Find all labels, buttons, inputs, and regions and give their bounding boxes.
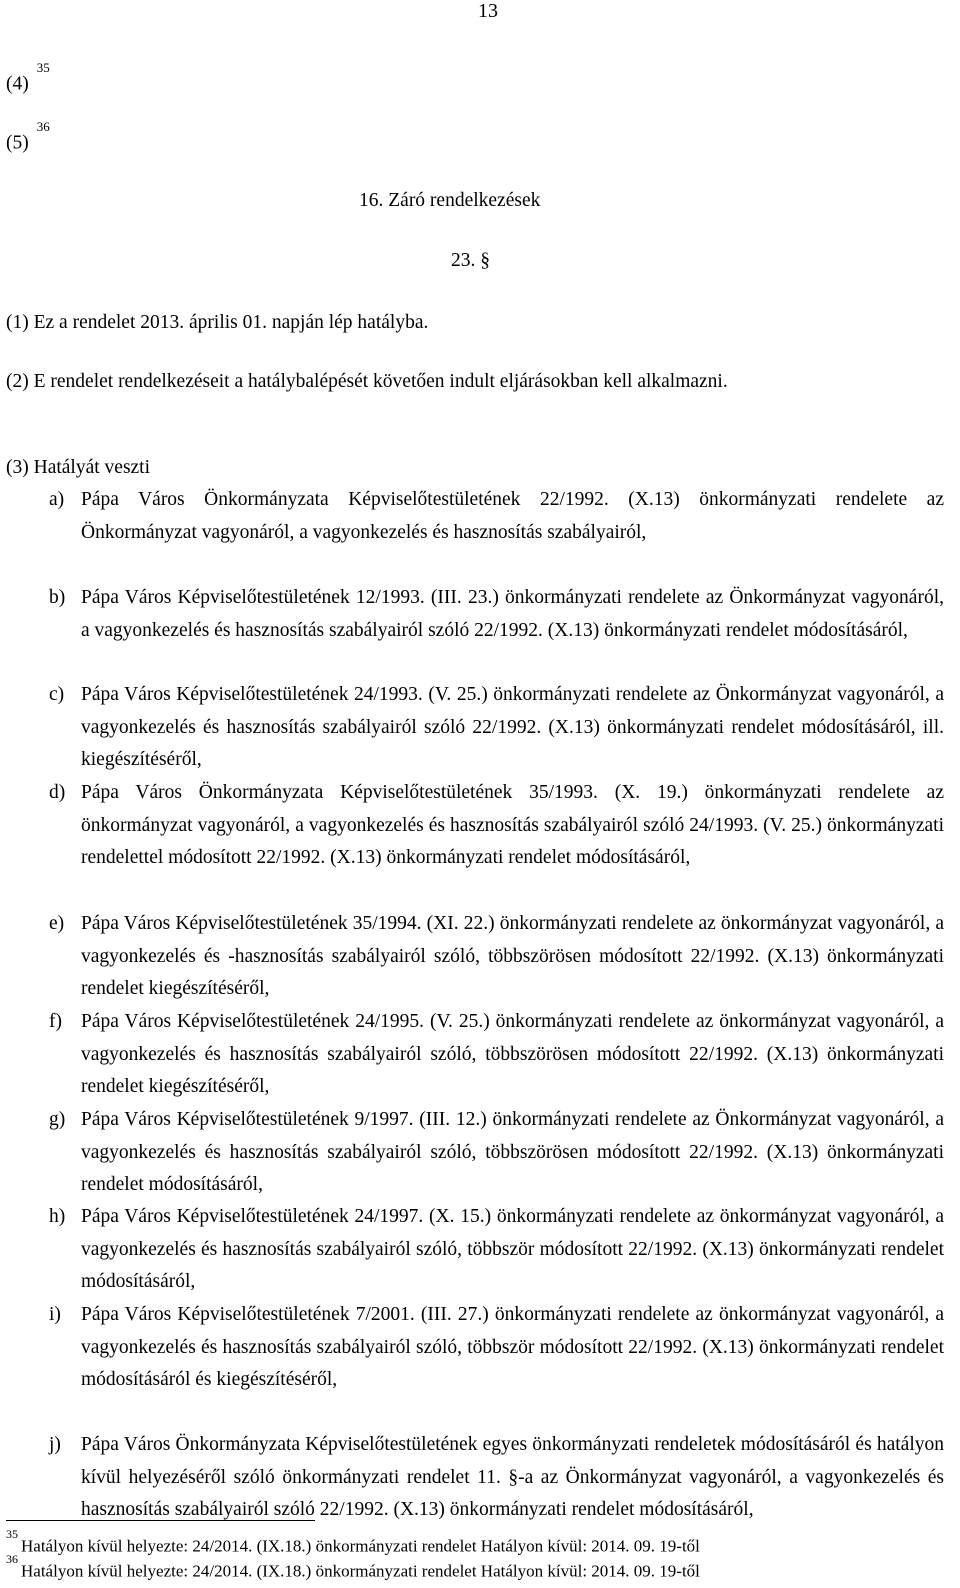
footnote-36 [6, 1552, 700, 1582]
list-item-e [49, 908, 944, 1006]
list-item-d [49, 777, 944, 875]
list-item-h [49, 1201, 944, 1299]
item-text: Pápa Város Képviselőtestületének 35/1994. (XI. 22.) önkormányzati rendelete az önkormányzat vagyonáról, a vagyonkezelés és -hasznosítás szabályairól szóló, többszörösen módosított 22/1992. (X.13) önkormányzati rendelet kiegészítéséről, [81, 913, 944, 1000]
item-label: c) [49, 684, 65, 705]
footnote-text: Hatályon kívül helyezte: 24/2014. (IX.18.) önkormányzati rendelet Hatályon kívül: 2014. 09. 19-től [21, 1561, 700, 1581]
paragraph-3: (3) Hatályát veszti [6, 457, 151, 478]
item-label: a) [49, 489, 65, 510]
chapter-title: 16. Záró rendelkezések [359, 190, 541, 211]
item-label: g) [49, 1109, 66, 1130]
list-item-i [49, 1299, 944, 1397]
item-label: d) [49, 782, 66, 803]
item-text: Pápa Város Képviselőtestületének 7/2001. (III. 27.) önkormányzati rendelete az önkormányzat vagyonáról, a vagyonkezelés és hasznosítás szabályairól szóló, többször módosított 22/1992. (X.13) önkormányzati rendelet módosításáról és kiegészítéséről, [81, 1304, 944, 1391]
section-number: 23. § [451, 250, 490, 271]
footnote-text: Hatályon kívül helyezte: 24/2014. (IX.18.) önkormányzati rendelet Hatályon kívül: 2014. 09. 19-től [21, 1536, 700, 1556]
page-number: 13 [478, 0, 498, 22]
list-item-b [49, 582, 944, 647]
list-item-c [49, 679, 944, 777]
list-item-g [49, 1104, 944, 1202]
item-label: h) [49, 1206, 66, 1227]
item-label: e) [49, 913, 65, 934]
item-label: b) [49, 587, 66, 608]
list-item-j [49, 1429, 944, 1527]
item-text: Pápa Város Képviselőtestületének 12/1993. (III. 23.) önkormányzati rendelete az Önkormányzat vagyonáról, a vagyonkezelés és hasznosítás szabályairól szóló 22/1992. (X.13) önkormányzati rendelet módosításáról, [81, 587, 944, 641]
item-text: Pápa Város Önkormányzata Képviselőtestületének 35/1993. (X. 19.) önkormányzati rendelete az önkormányzat vagyonáról, a vagyonkezelés és hasznosítás szabályairól szóló 24/1993. (V. 25.) önkormányzati rendelettel módosított 22/1992. (X.13) önkormányzati rendelet módosításáról, [81, 782, 944, 869]
footnote-number: 36 [6, 1552, 18, 1566]
item-text: Pápa Város Képviselőtestületének 24/1997. (X. 15.) önkormányzati rendelete az önkormányzat vagyonáról, a vagyonkezelés és hasznosítás szabályairól szóló, többször módosított 22/1992. (X.13) önkormányzati rendelet módosításáról, [81, 1206, 944, 1293]
paragraph-2: (2) E rendelet rendelkezéseit a hatálybalépését követően indult eljárásokban kell alkalmazni. [6, 371, 728, 392]
item-label: j) [49, 1434, 61, 1455]
item-text: Pápa Város Önkormányzata Képviselőtestületének 22/1992. (X.13) önkormányzati rendelete az Önkormányzat vagyonáról, a vagyonkezelés és hasznosítás szabályairól, [81, 489, 944, 543]
footnote-separator [6, 1520, 315, 1521]
paragraph-number: (5) [6, 132, 29, 154]
item-text: Pápa Város Képviselőtestületének 24/1995. (V. 25.) önkormányzati rendelete az önkormányzat vagyonáról, a vagyonkezelés és hasznosítás szabályairól szóló, többszörösen módosított 22/1992. (X.13) önkormányzati rendelet kiegészítéséről, [81, 1011, 944, 1098]
footnote-number: 35 [6, 1527, 18, 1541]
item-text: Pápa Város Önkormányzata Képviselőtestületének egyes önkormányzati rendeletek módosításáról és hatályon kívül helyezéséről szóló önkormányzati rendelet 11. §-a az Önkormányzat vagyonáról, a vagyonkezelés és hasznosítás szabályairól szóló 22/1992. (X.13) önkormányzati rendelet módosításáról, [81, 1434, 944, 1521]
paragraph-number: (4) [6, 73, 29, 95]
paragraph-1: (1) Ez a rendelet 2013. április 01. napján lép hatályba. [6, 312, 429, 333]
paragraph-5-repealed [6, 119, 50, 155]
item-label: i) [49, 1304, 61, 1325]
list-item-a [49, 484, 944, 549]
item-text: Pápa Város Képviselőtestületének 9/1997. (III. 12.) önkormányzati rendelete az Önkormányzat vagyonáról, a vagyonkezelés és hasznosítás szabályairól szóló, többszörösen módosított 22/1992. (X.13) önkormányzati rendelet módosításáról, [81, 1109, 944, 1196]
footnote-ref[interactable]: 35 [36, 60, 50, 75]
item-text: Pápa Város Képviselőtestületének 24/1993. (V. 25.) önkormányzati rendelete az Önkormányzat vagyonáról, a vagyonkezelés és hasznosítás szabályairól szóló 22/1992. (X.13) önkormányzati rendelet módosításáról, ill. kiegészítéséről, [81, 684, 944, 771]
list-item-f [49, 1006, 944, 1104]
footnote-35 [6, 1527, 700, 1557]
paragraph-4-repealed [6, 60, 50, 96]
footnote-ref[interactable]: 36 [36, 119, 50, 134]
item-label: f) [49, 1011, 62, 1032]
